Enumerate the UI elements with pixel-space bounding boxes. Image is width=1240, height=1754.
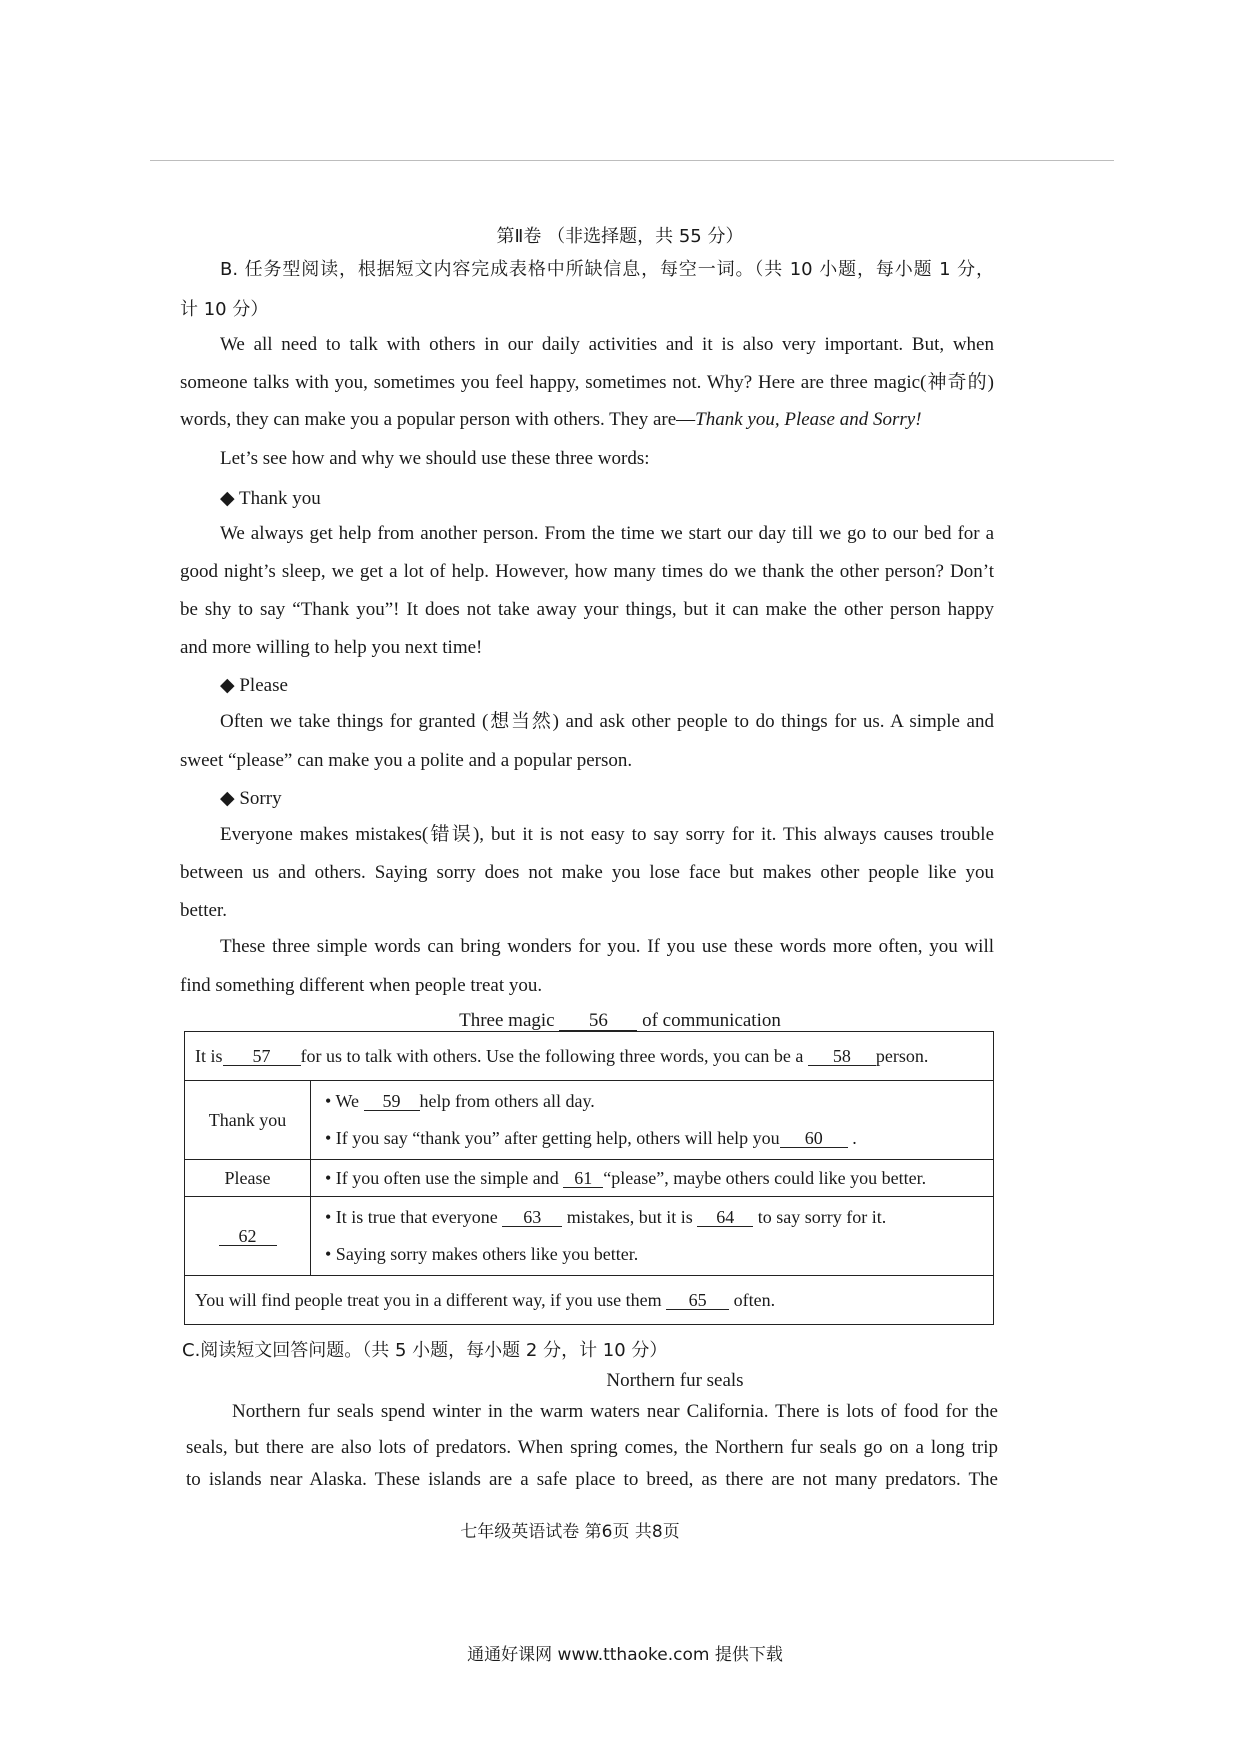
site-footer: 通通好课网 www.tthaoke.com 提供下载 (467, 1645, 783, 1665)
passage-line: and more willing to help you next time! (180, 637, 483, 658)
passage-line: These three simple words can bring wonders for you. If you use these words more often, you will (220, 936, 994, 957)
blank-59[interactable]: 59 (364, 1092, 420, 1111)
part-c-line: seals, but there are also lots of predators. When spring comes, the Northern fur seals go on a long trip (186, 1437, 998, 1458)
part-c-line: Northern fur seals spend winter in the warm waters near California. There is lots of food for the (232, 1401, 998, 1422)
table-row-thank-you: Thank you • We 59 help from others all day. • If you say “thank you” after getting help, others will help you 60 . (185, 1081, 994, 1160)
passage-line: We always get help from another person. From the time we start our day till we go to our bed for a (220, 523, 994, 544)
passage-line: between us and others. Saying sorry does not make you lose face but makes other people like you (180, 862, 994, 883)
blank-57[interactable]: 57 (223, 1047, 301, 1066)
passage-line: someone talks with you, sometimes you feel happy, sometimes not. Why? Here are three magic(神奇的) (180, 372, 994, 393)
passage-line: better. (180, 900, 227, 921)
blank-63[interactable]: 63 (502, 1208, 562, 1227)
passage-line: We all need to talk with others in our daily activities and it is also very important. But, when (220, 334, 994, 355)
passage-line: Let’s see how and why we should use these three words: (220, 448, 650, 469)
part-b-instruction: B. 任务型阅读，根据短文内容完成表格中所缺信息，每空一词。（共 10 小题，每小题 1 分， (220, 259, 994, 280)
passage-line: ◆ Thank you (220, 488, 321, 509)
part-c-line: to islands near Alaska. These islands are a safe place to breed, as there are not many predators. The (186, 1469, 998, 1490)
table-title: Three magic 56 of communication (459, 1010, 781, 1031)
table-row-sorry: 62 • It is true that everyone 63 mistakes, but it is 64 to say sorry for it. • Saying sorry makes others like you better. (185, 1197, 994, 1276)
passage-line: be shy to say “Thank you”! It does not take away your things, but it can make the other person happy (180, 599, 994, 620)
passage-line: words, they can make you a popular person with others. They are—Thank you, Please and Sorry! (180, 409, 922, 430)
passage-line: Everyone makes mistakes(错误), but it is not easy to say sorry for it. This always causes trouble (220, 824, 994, 845)
label-please: Please (185, 1160, 311, 1197)
task-table (184, 1031, 994, 1325)
label-thank-you: Thank you (185, 1081, 311, 1160)
passage-line: ◆ Please (220, 675, 288, 696)
passage-line: Often we take things for granted (想当然) and ask other people to do things for us. A simple and (220, 711, 994, 732)
part-b-instruction-cont: 计 10 分） (180, 299, 269, 320)
table-row-please: Please • If you often use the simple and 61 “please”, maybe others could like you better. (185, 1160, 994, 1197)
table-row-conclusion: You will find people treat you in a different way, if you use them 65 often. (185, 1276, 994, 1325)
table-row-intro: It is 57 for us to talk with others. Use the following three words, you can be a 58 person. (185, 1032, 994, 1081)
blank-60[interactable]: 60 (780, 1129, 848, 1148)
passage-line: good night’s sleep, we get a lot of help. However, how many times do we thank the other person? Don’t (180, 561, 994, 582)
passage-line: find something different when people treat you. (180, 975, 543, 996)
page-footer: 七年级英语试卷 第6页 共8页 (460, 1522, 680, 1542)
blank-58[interactable]: 58 (808, 1047, 876, 1066)
passage-line: sweet “please” can make you a polite and a popular person. (180, 750, 633, 771)
blank-64[interactable]: 64 (697, 1208, 753, 1227)
part-c-title: Northern fur seals (606, 1370, 744, 1391)
section-title: 第Ⅱ卷 （非选择题，共 55 分） (496, 226, 744, 247)
part-c-instruction: C.阅读短文回答问题。（共 5 小题，每小题 2 分，计 10 分） (182, 1340, 668, 1361)
magic-words: Thank you, Please and Sorry! (695, 409, 922, 430)
passage-line: ◆ Sorry (220, 788, 282, 809)
blank-56[interactable]: 56 (559, 1012, 637, 1031)
blank-62[interactable]: 62 (219, 1227, 277, 1246)
blank-61[interactable]: 61 (563, 1169, 603, 1188)
top-rule (150, 160, 1114, 161)
blank-65[interactable]: 65 (666, 1291, 729, 1310)
